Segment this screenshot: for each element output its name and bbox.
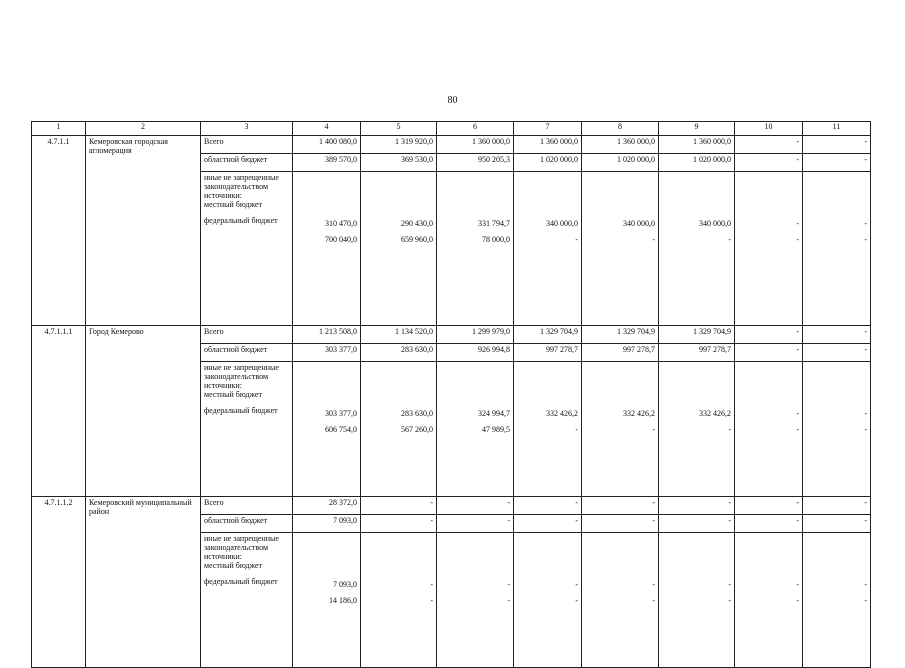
table-row [32,326,871,344]
value-cell [582,172,659,326]
source-label: областной бюджет [201,515,293,533]
local-budget-value: 340 000,0 [546,219,578,228]
value-cell: - [735,326,803,344]
value-cell [659,533,735,668]
group-code: 4.7.1.1 [32,136,86,326]
value-cell: - [735,497,803,515]
local-budget-value: - [864,219,867,228]
value-cell: 1 213 508,0 [293,326,361,344]
value-cell [582,533,659,668]
value-cell: - [803,344,871,362]
value-cell [514,172,582,326]
table-row [32,136,871,154]
group-name: Город Кемерово [86,326,201,497]
federal-budget-value: 606 754,0 [325,425,357,434]
column-header: 10 [735,122,803,136]
local-budget-value: 340 000,0 [699,219,731,228]
table-body [32,136,871,668]
value-cell: - [514,515,582,533]
column-header: 9 [659,122,735,136]
value-cell: 1 360 000,0 [582,136,659,154]
value-cell: 950 205,3 [437,154,514,172]
value-cell: 1 360 000,0 [514,136,582,154]
federal-budget-value: - [652,596,655,605]
source-label: Всего [201,497,293,515]
value-cell: 7 093,0 [293,515,361,533]
source-label: Всего [201,326,293,344]
value-cell [361,172,437,326]
federal-budget-value: - [796,596,799,605]
federal-budget-label: федеральный бюджет [204,577,278,586]
column-header: 8 [582,122,659,136]
local-budget-value: - [652,580,655,589]
local-budget-value: - [796,219,799,228]
other-sources-cell [201,172,293,326]
value-cell [803,172,871,326]
value-cell: 997 278,7 [659,344,735,362]
local-budget-label: местный бюджет [204,390,262,399]
local-budget-value: 332 426,2 [546,409,578,418]
value-cell [735,172,803,326]
local-budget-value: 310 470,0 [325,219,357,228]
column-header: 1 [32,122,86,136]
value-cell: 1 400 080,0 [293,136,361,154]
value-cell [437,172,514,326]
value-cell [361,362,437,497]
group-code: 4.7.1.1.1 [32,326,86,497]
source-label: Всего [201,136,293,154]
budget-table [31,121,871,668]
value-cell: - [735,136,803,154]
table-row [32,497,871,515]
local-budget-value: - [430,580,433,589]
value-cell [659,362,735,497]
value-cell: 1 360 000,0 [437,136,514,154]
header-row [32,122,871,136]
federal-budget-value: - [864,425,867,434]
federal-budget-value: 567 260,0 [401,425,433,434]
value-cell: - [735,344,803,362]
column-header: 7 [514,122,582,136]
value-cell: 1 329 704,9 [582,326,659,344]
group-name: Кемеровский муниципальный район [86,497,201,668]
local-budget-value: - [796,409,799,418]
value-cell: 1 020 000,0 [514,154,582,172]
federal-budget-value: 700 040,0 [325,235,357,244]
local-budget-value: 324 994,7 [478,409,510,418]
local-budget-value: - [864,580,867,589]
federal-budget-value: - [575,235,578,244]
federal-budget-value: - [575,425,578,434]
value-cell: - [803,497,871,515]
local-budget-value: 7 093,0 [333,580,357,589]
value-cell [361,533,437,668]
value-cell: - [437,497,514,515]
column-header: 2 [86,122,201,136]
other-sources-heading: иные не запрещенные законодательством источники: [204,363,279,390]
value-cell: - [735,515,803,533]
column-header: 6 [437,122,514,136]
value-cell: - [582,515,659,533]
value-cell: - [582,497,659,515]
value-cell: - [659,497,735,515]
local-budget-value: 303 377,0 [325,409,357,418]
value-cell [293,172,361,326]
value-cell: 389 570,0 [293,154,361,172]
source-label: областной бюджет [201,154,293,172]
other-sources-heading: иные не запрещенные законодательством источники: [204,173,279,200]
value-cell: 283 630,0 [361,344,437,362]
page-number: 80 [447,95,458,106]
local-budget-value: 331 794,7 [478,219,510,228]
value-cell: 1 020 000,0 [659,154,735,172]
local-budget-value: - [728,580,731,589]
value-cell [514,362,582,497]
value-cell [582,362,659,497]
value-cell: - [803,515,871,533]
federal-budget-value: 659 960,0 [401,235,433,244]
value-cell: 1 134 520,0 [361,326,437,344]
value-cell: - [659,515,735,533]
federal-budget-value: - [864,596,867,605]
local-budget-value: 332 426,2 [699,409,731,418]
federal-budget-value: - [728,425,731,434]
federal-budget-value: - [728,235,731,244]
value-cell [735,362,803,497]
column-header: 5 [361,122,437,136]
federal-budget-value: - [430,596,433,605]
value-cell [803,533,871,668]
value-cell [514,533,582,668]
value-cell: 1 020 000,0 [582,154,659,172]
federal-budget-value: - [728,596,731,605]
federal-budget-value: - [796,425,799,434]
value-cell [437,533,514,668]
federal-budget-value: - [575,596,578,605]
value-cell: 1 329 704,9 [659,326,735,344]
value-cell: - [437,515,514,533]
value-cell: - [803,136,871,154]
value-cell: 997 278,7 [582,344,659,362]
local-budget-value: - [796,580,799,589]
group-name: Кемеровская городская агломерация [86,136,201,326]
value-cell: - [361,497,437,515]
local-budget-value: 290 430,0 [401,219,433,228]
column-header: 4 [293,122,361,136]
federal-budget-label: федеральный бюджет [204,406,278,415]
value-cell: 926 994,8 [437,344,514,362]
column-header: 3 [201,122,293,136]
federal-budget-value: 14 186,0 [329,596,357,605]
value-cell [659,172,735,326]
group-code: 4.7.1.1.2 [32,497,86,668]
value-cell: 1 329 704,9 [514,326,582,344]
value-cell: 997 278,7 [514,344,582,362]
value-cell: - [803,154,871,172]
local-budget-value: - [575,580,578,589]
value-cell [293,362,361,497]
federal-budget-value: - [796,235,799,244]
other-sources-cell [201,362,293,497]
federal-budget-value: - [507,596,510,605]
federal-budget-value: - [864,235,867,244]
value-cell [293,533,361,668]
local-budget-label: местный бюджет [204,200,262,209]
value-cell: 303 377,0 [293,344,361,362]
federal-budget-value: 47 989,5 [482,425,510,434]
federal-budget-value: 78 000,0 [482,235,510,244]
federal-budget-value: - [652,235,655,244]
local-budget-value: 332 426,2 [623,409,655,418]
value-cell: 28 372,0 [293,497,361,515]
source-label: областной бюджет [201,344,293,362]
column-header: 11 [803,122,871,136]
federal-budget-label: федеральный бюджет [204,216,278,225]
local-budget-value: 283 630,0 [401,409,433,418]
local-budget-value: 340 000,0 [623,219,655,228]
other-sources-heading: иные не запрещенные законодательством источники: [204,534,279,561]
local-budget-label: местный бюджет [204,561,262,570]
value-cell [735,533,803,668]
value-cell: - [514,497,582,515]
local-budget-value: - [864,409,867,418]
value-cell: 1 360 000,0 [659,136,735,154]
federal-budget-value: - [652,425,655,434]
value-cell: 1 319 920,0 [361,136,437,154]
value-cell: 369 530,0 [361,154,437,172]
value-cell: - [735,154,803,172]
other-sources-cell [201,533,293,668]
local-budget-value: - [507,580,510,589]
value-cell [437,362,514,497]
value-cell: - [803,326,871,344]
value-cell: 1 299 979,0 [437,326,514,344]
value-cell [803,362,871,497]
value-cell: - [361,515,437,533]
